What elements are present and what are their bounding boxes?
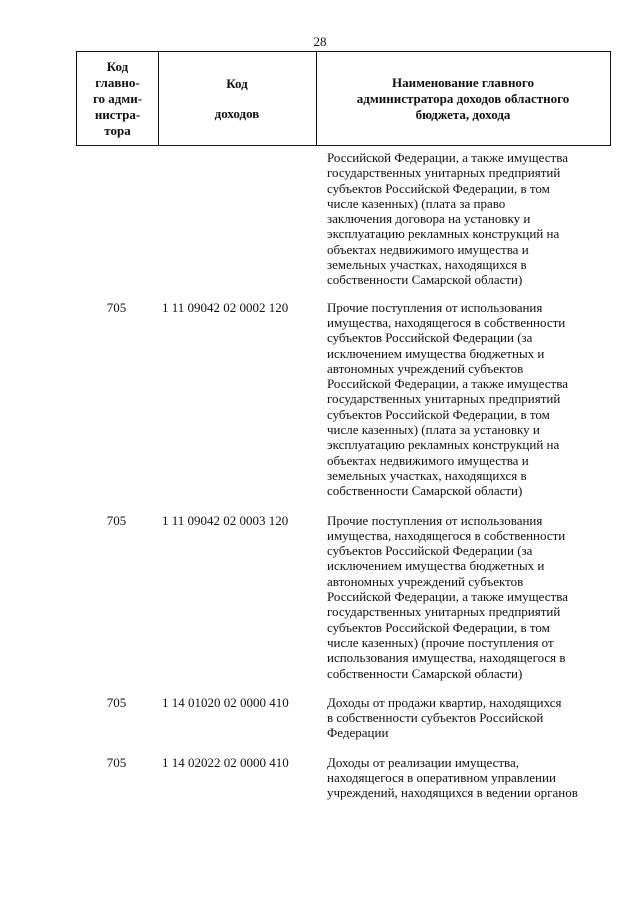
page-number: 28 [313, 34, 327, 49]
name-line: учреждений, находящихся в ведении органов [327, 785, 578, 801]
name-line: Доходы от реализации имущества, [327, 754, 520, 770]
name-line: государственных унитарных предприятий [327, 165, 561, 181]
name-line: субъектов Российской Федерации (за [327, 543, 533, 559]
name-line: находящегося в оперативном управлении [327, 769, 556, 785]
name-line: Доходы от продажи квартир, находящихся [327, 694, 562, 710]
name-line: числе казенных) (прочие поступления от [327, 634, 554, 650]
table-body [76, 146, 611, 801]
name-line: эксплуатацию рекламных конструкций на [327, 226, 560, 242]
table-header [76, 51, 611, 146]
header-line: доходов [214, 105, 260, 121]
name-line: автономных учреждений субъектов [327, 360, 524, 376]
header-admin-code-text [93, 59, 142, 139]
header-line: го адми- [92, 90, 143, 106]
name-line: субъектов Российской Федерации, в том [327, 619, 550, 635]
header-name-text [357, 75, 569, 123]
name-cell [327, 150, 611, 288]
admin-code-cell: 705 [106, 512, 127, 528]
header-line: Наименование главного [391, 74, 535, 90]
table-row [76, 499, 611, 681]
header-name [316, 52, 610, 145]
header-line: бюджета, дохода [415, 106, 511, 122]
name-line: Федерации [327, 725, 389, 741]
name-line: собственности Самарской области) [327, 483, 523, 499]
table-row [76, 741, 611, 801]
table-row [76, 681, 611, 741]
name-line: Прочие поступления от использования [327, 299, 543, 315]
name-line: субъектов Российской Федерации, в том [327, 406, 550, 422]
table-row [76, 146, 611, 288]
admin-code-cell: 705 [106, 694, 127, 710]
name-line: использования имущества, находящегося в [327, 650, 566, 666]
name-line: собственности Самарской области) [327, 665, 523, 681]
name-line: собственности Самарской области) [327, 272, 523, 288]
header-line: администратора доходов областного [356, 90, 570, 106]
name-cell [327, 513, 611, 681]
income-code-cell: 1 11 09042 02 0002 120 [162, 299, 289, 315]
header-line: Код [226, 75, 248, 91]
name-line: эксплуатацию рекламных конструкций на [327, 437, 560, 453]
name-line: исключением имущества бюджетных и [327, 345, 545, 361]
income-code-cell: 1 11 09042 02 0003 120 [162, 512, 289, 528]
name-line: земельных участках, находящихся в [327, 257, 527, 273]
name-line: Российской Федерации, а также имущества [327, 376, 568, 392]
table-row [76, 288, 611, 499]
name-line: субъектов Российской Федерации, в том [327, 180, 550, 196]
name-line: государственных унитарных предприятий [327, 604, 561, 620]
name-line: имущества, находящегося в собственности [327, 527, 566, 543]
name-cell [327, 695, 611, 741]
name-line: Российской Федерации, а также имущества [327, 589, 568, 605]
name-line: государственных унитарных предприятий [327, 391, 561, 407]
name-line: числе казенных) (плата за установку и [327, 422, 540, 438]
admin-code-cell: 705 [106, 299, 127, 315]
name-line: в собственности субъектов Российской [327, 710, 544, 726]
header-income-code-text [215, 69, 260, 129]
name-line: имущества, находящегося в собственности [327, 314, 566, 330]
income-code-cell: 1 14 01020 02 0000 410 [162, 694, 289, 710]
name-line: земельных участках, находящихся в [327, 467, 527, 483]
admin-code-cell: 705 [106, 754, 127, 770]
header-line: Код [106, 58, 129, 74]
header-line: главно- [95, 74, 140, 90]
name-line: Российской Федерации, а также имущества [327, 150, 568, 165]
name-line: числе казенных) (плата за право [327, 195, 506, 211]
header-line: нистра- [94, 106, 141, 122]
name-cell [327, 300, 611, 499]
header-admin-code [77, 52, 159, 145]
header-income-code [158, 52, 317, 145]
header-line: тора [104, 122, 131, 138]
name-line: исключением имущества бюджетных и [327, 558, 545, 574]
name-line: объектах недвижимого имущества и [327, 241, 529, 257]
income-code-cell: 1 14 02022 02 0000 410 [162, 754, 289, 770]
name-line: автономных учреждений субъектов [327, 573, 524, 589]
name-line: заключения договора на установку и [327, 211, 531, 227]
name-line: Прочие поступления от использования [327, 512, 543, 528]
name-cell [327, 755, 611, 801]
name-line: субъектов Российской Федерации (за [327, 330, 533, 346]
name-line: объектах недвижимого имущества и [327, 452, 529, 468]
